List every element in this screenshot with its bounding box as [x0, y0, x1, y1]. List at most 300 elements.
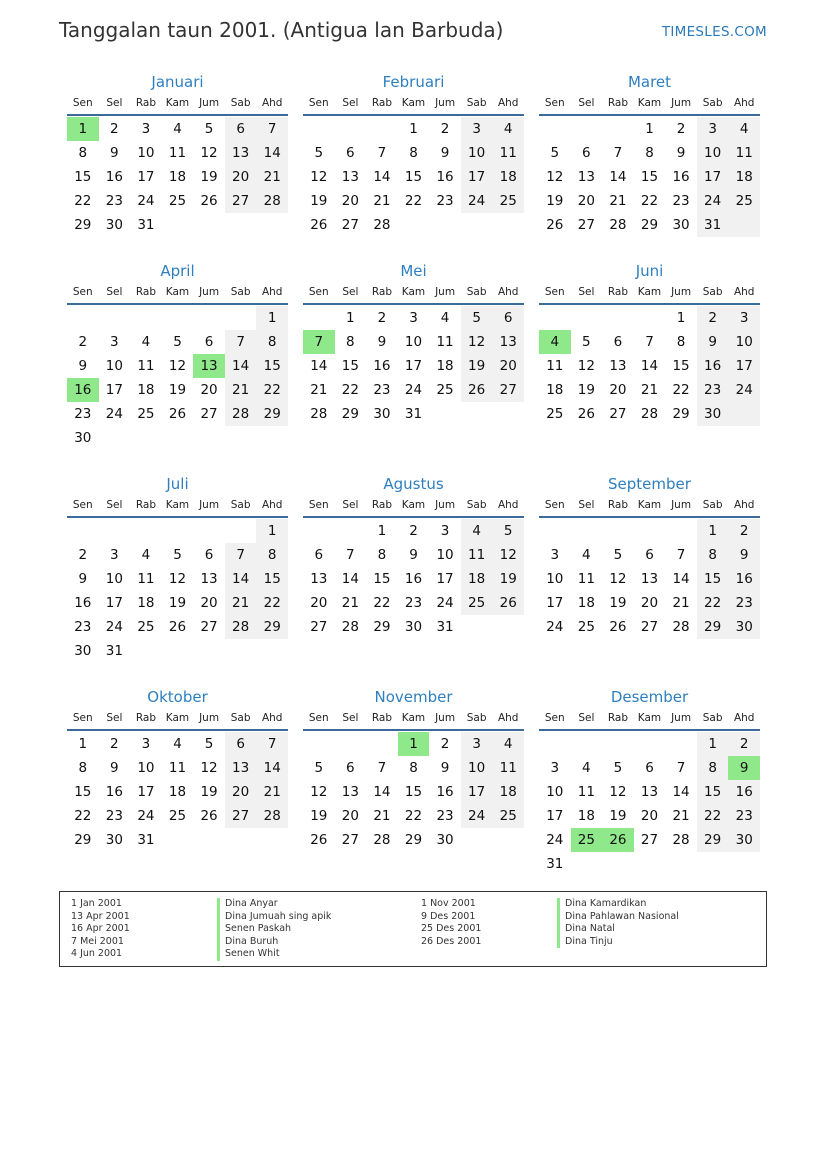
day-cell: 22 — [404, 808, 423, 824]
day-cell: 26 — [168, 406, 187, 422]
day-cell: 3 — [550, 547, 560, 563]
day-cell: 13 — [609, 358, 627, 374]
weekday-label: Sen — [72, 97, 93, 109]
day-cell: 4 — [472, 523, 481, 539]
day-cell: 21 — [263, 784, 281, 800]
day-cell: 11 — [436, 334, 454, 350]
day-cell: 13 — [310, 571, 328, 587]
day-cell: 29 — [704, 619, 722, 635]
day-cell: 2 — [440, 736, 450, 752]
day-cell: 9 — [676, 145, 686, 161]
day-cell: 12 — [609, 571, 627, 587]
day-cell: 31 — [105, 643, 123, 659]
day-cell: 9 — [110, 145, 119, 161]
day-cell: 15 — [640, 169, 659, 185]
day-cell: 24 — [704, 193, 722, 209]
weekday-label: Sab — [466, 499, 487, 511]
day-cell: 17 — [137, 169, 155, 185]
day-cell: 24 — [436, 595, 454, 611]
day-cell: 17 — [468, 784, 486, 800]
day-cell: 1 — [676, 310, 686, 326]
weekday-header — [67, 499, 288, 515]
weekday-label: Sel — [578, 97, 595, 109]
weekday-label: Kam — [637, 499, 662, 511]
day-cell: 30 — [436, 832, 454, 848]
day-cell: 13 — [640, 571, 659, 587]
legend-holiday-date: 1 Jan 2001 — [71, 898, 122, 909]
day-cell: 29 — [74, 832, 92, 848]
day-cell: 10 — [468, 145, 486, 161]
header-rule — [67, 516, 288, 518]
weekday-header — [303, 97, 524, 113]
day-cell: 12 — [168, 358, 187, 374]
day-cell: 23 — [74, 406, 92, 422]
day-cell: 12 — [310, 784, 328, 800]
legend-holiday-date: 9 Des 2001 — [421, 910, 476, 922]
weekday-label: Sel — [578, 499, 595, 511]
legend-holiday-date: 1 Nov 2001 — [421, 898, 476, 909]
legend-holiday-name: Dina Anyar — [217, 898, 331, 911]
day-cell: 19 — [168, 382, 187, 398]
day-cell: 27 — [341, 217, 359, 233]
weekday-label: Sab — [466, 97, 487, 109]
day-cell: 15 — [263, 358, 281, 374]
month-name: Februari — [382, 73, 445, 91]
day-cell: 11 — [137, 571, 155, 587]
day-cell: 13 — [499, 334, 517, 350]
day-cell: 28 — [672, 832, 690, 848]
day-cell: 22 — [640, 193, 659, 209]
day-cell: 20 — [341, 193, 359, 209]
weekday-label: Kam — [401, 286, 426, 298]
day-cell: 17 — [137, 784, 155, 800]
weekday-label: Sab — [230, 97, 251, 109]
weekday-label: Sab — [466, 286, 487, 298]
day-cell: 31 — [546, 856, 564, 872]
legend-holiday-name: Dina Pahlawan Nasional — [557, 911, 679, 924]
day-cell: 8 — [377, 547, 387, 563]
weekend-shading-gap — [225, 519, 257, 543]
day-cell: 17 — [436, 571, 454, 587]
weekday-label: Kam — [401, 712, 426, 724]
weekday-label: Rab — [607, 499, 628, 511]
weekday-label: Kam — [637, 286, 662, 298]
holiday-day-cell: 26 — [602, 828, 634, 852]
day-cell: 4 — [173, 736, 182, 752]
day-cell: 21 — [672, 595, 690, 611]
page-title: Tanggalan taun 2001. (Antigua lan Barbuda) — [59, 18, 504, 42]
day-cell: 6 — [645, 760, 654, 776]
day-cell: 19 — [200, 169, 218, 185]
day-cell: 28 — [263, 808, 281, 824]
month-name: Juli — [166, 475, 189, 493]
weekday-header — [303, 712, 524, 728]
weekday-header — [303, 499, 524, 515]
day-cell: 26 — [310, 832, 328, 848]
day-cell: 19 — [609, 595, 627, 611]
legend-holiday-name: Senen Paskah — [217, 923, 331, 936]
weekday-label: Ahd — [261, 712, 283, 724]
weekday-label: Sen — [544, 286, 565, 298]
day-cell: 4 — [582, 547, 591, 563]
weekday-label: Kam — [401, 499, 426, 511]
day-cell: 18 — [499, 784, 517, 800]
day-cell: 23 — [704, 382, 722, 398]
day-cell: 11 — [137, 358, 155, 374]
day-cell: 3 — [708, 121, 717, 137]
day-cell: 3 — [110, 547, 119, 563]
day-cell: 20 — [577, 193, 595, 209]
day-cell: 10 — [546, 571, 564, 587]
day-cell: 17 — [404, 358, 423, 374]
weekday-header — [67, 97, 288, 113]
day-cell: 16 — [373, 358, 391, 374]
weekday-label: Sab — [230, 499, 251, 511]
day-cell: 14 — [263, 760, 281, 776]
legend-holiday-name: Dina Kamardikan — [557, 898, 679, 911]
day-cell: 10 — [546, 784, 564, 800]
day-cell: 9 — [440, 145, 450, 161]
day-cell: 3 — [739, 310, 749, 326]
day-cell: 24 — [137, 808, 155, 824]
header-rule — [539, 729, 760, 731]
weekday-label: Sen — [308, 97, 329, 109]
day-cell: 3 — [440, 523, 450, 539]
day-cell: 23 — [735, 808, 753, 824]
day-cell: 29 — [404, 832, 423, 848]
month-name: Juni — [635, 262, 664, 280]
day-cell: 7 — [346, 547, 355, 563]
day-cell: 24 — [105, 619, 123, 635]
weekday-label: Ahd — [261, 499, 283, 511]
day-cell: 11 — [168, 145, 187, 161]
weekday-label: Sen — [72, 286, 93, 298]
day-cell: 12 — [200, 760, 218, 776]
day-cell: 13 — [640, 784, 659, 800]
day-cell: 5 — [314, 760, 324, 776]
day-cell: 15 — [404, 784, 423, 800]
day-cell: 14 — [263, 145, 281, 161]
day-cell: 12 — [577, 358, 595, 374]
weekday-label: Jum — [671, 97, 692, 109]
day-cell: 3 — [409, 310, 418, 326]
day-cell: 9 — [110, 760, 119, 776]
day-cell: 14 — [672, 784, 690, 800]
day-cell: 2 — [708, 310, 717, 326]
day-cell: 26 — [468, 382, 486, 398]
month-name: April — [160, 262, 195, 280]
day-cell: 8 — [645, 145, 654, 161]
day-cell: 29 — [263, 406, 281, 422]
day-cell: 10 — [137, 145, 155, 161]
legend-holiday-name: Dina Buruh — [217, 936, 331, 949]
day-cell: 21 — [373, 193, 391, 209]
day-cell: 2 — [440, 121, 450, 137]
weekday-label: Jum — [435, 499, 456, 511]
day-cell: 16 — [704, 358, 722, 374]
day-cell: 10 — [105, 571, 123, 587]
legend-holiday-name: Dina Jumuah sing apik — [217, 911, 331, 924]
weekday-label: Sen — [544, 97, 565, 109]
day-cell: 31 — [436, 619, 454, 635]
day-cell: 19 — [310, 193, 328, 209]
header-rule — [67, 114, 288, 116]
day-cell: 11 — [499, 760, 517, 776]
day-cell: 13 — [200, 571, 218, 587]
day-cell: 14 — [640, 358, 659, 374]
day-cell: 17 — [546, 595, 564, 611]
weekday-label: Kam — [165, 97, 190, 109]
day-cell: 24 — [105, 406, 123, 422]
day-cell: 29 — [263, 619, 281, 635]
holiday-day-cell: 7 — [303, 330, 335, 354]
day-cell: 27 — [200, 619, 218, 635]
day-cell: 12 — [468, 334, 486, 350]
day-cell: 11 — [577, 784, 595, 800]
weekday-label: Sel — [342, 286, 359, 298]
weekday-header — [539, 97, 760, 113]
weekday-label: Kam — [165, 712, 190, 724]
day-cell: 4 — [739, 121, 749, 137]
weekday-label: Sel — [342, 97, 359, 109]
day-cell: 20 — [200, 595, 218, 611]
day-cell: 1 — [267, 310, 277, 326]
weekday-label: Rab — [607, 97, 628, 109]
weekday-label: Sab — [702, 499, 723, 511]
weekday-header — [539, 712, 760, 728]
day-cell: 1 — [267, 523, 277, 539]
day-cell: 24 — [468, 808, 486, 824]
day-cell: 13 — [577, 169, 595, 185]
header-rule — [539, 114, 760, 116]
holiday-day-cell: 13 — [193, 354, 225, 378]
weekday-label: Sen — [72, 499, 93, 511]
weekday-label: Rab — [371, 97, 392, 109]
day-cell: 20 — [640, 595, 659, 611]
day-cell: 1 — [708, 523, 717, 539]
weekday-label: Ahd — [497, 97, 519, 109]
day-cell: 21 — [640, 382, 659, 398]
weekday-label: Rab — [135, 97, 156, 109]
holiday-day-cell: 16 — [67, 378, 99, 402]
day-cell: 24 — [546, 619, 564, 635]
day-cell: 25 — [499, 193, 517, 209]
day-cell: 4 — [173, 121, 182, 137]
day-cell: 31 — [704, 217, 722, 233]
weekday-label: Jum — [199, 97, 220, 109]
day-cell: 30 — [704, 406, 722, 422]
day-cell: 7 — [377, 760, 387, 776]
day-cell: 27 — [640, 832, 659, 848]
day-cell: 9 — [78, 358, 88, 374]
weekday-label: Ahd — [733, 712, 755, 724]
day-cell: 9 — [78, 571, 88, 587]
day-cell: 26 — [200, 808, 218, 824]
day-cell: 28 — [341, 619, 359, 635]
day-cell: 12 — [310, 169, 328, 185]
day-cell: 30 — [74, 643, 92, 659]
day-cell: 22 — [74, 193, 92, 209]
day-cell: 5 — [173, 334, 182, 350]
day-cell: 4 — [440, 310, 450, 326]
weekday-label: Jum — [671, 712, 692, 724]
day-cell: 20 — [310, 595, 328, 611]
day-cell: 24 — [468, 193, 486, 209]
day-cell: 30 — [74, 430, 92, 446]
weekday-label: Jum — [671, 286, 692, 298]
day-cell: 3 — [472, 121, 481, 137]
day-cell: 22 — [263, 595, 281, 611]
day-cell: 5 — [472, 310, 481, 326]
day-cell: 1 — [78, 736, 88, 752]
day-cell: 24 — [137, 193, 155, 209]
legend-names-col-1 — [217, 898, 331, 961]
day-cell: 1 — [645, 121, 654, 137]
day-cell: 26 — [546, 217, 564, 233]
day-cell: 28 — [609, 217, 627, 233]
day-cell: 31 — [137, 217, 155, 233]
weekday-label: Sel — [106, 97, 123, 109]
weekday-label: Sen — [308, 712, 329, 724]
day-cell: 25 — [468, 595, 486, 611]
weekday-label: Ahd — [497, 286, 519, 298]
day-cell: 28 — [672, 619, 690, 635]
day-cell: 7 — [377, 145, 387, 161]
day-cell: 11 — [546, 358, 564, 374]
day-cell: 16 — [74, 595, 92, 611]
month-name: Januari — [151, 73, 204, 91]
day-cell: 26 — [168, 619, 187, 635]
day-cell: 21 — [373, 808, 391, 824]
day-cell: 15 — [704, 784, 722, 800]
weekday-label: Ahd — [497, 499, 519, 511]
day-cell: 25 — [546, 406, 564, 422]
day-cell: 18 — [137, 595, 155, 611]
weekday-label: Sab — [230, 712, 251, 724]
day-cell: 30 — [404, 619, 423, 635]
day-cell: 6 — [346, 145, 355, 161]
legend-holiday-name: Dina Natal — [557, 923, 679, 936]
day-cell: 27 — [232, 193, 250, 209]
day-cell: 15 — [404, 169, 423, 185]
day-cell: 5 — [173, 547, 182, 563]
weekday-label: Jum — [199, 499, 220, 511]
weekday-label: Sel — [106, 712, 123, 724]
header-rule — [303, 729, 524, 731]
day-cell: 17 — [105, 382, 123, 398]
day-cell: 20 — [232, 784, 250, 800]
day-cell: 1 — [346, 310, 355, 326]
weekday-header — [539, 499, 760, 515]
day-cell: 30 — [735, 832, 753, 848]
day-cell: 18 — [468, 571, 486, 587]
day-cell: 23 — [672, 193, 690, 209]
header-rule — [303, 303, 524, 305]
day-cell: 27 — [577, 217, 595, 233]
day-cell: 27 — [640, 619, 659, 635]
day-cell: 5 — [314, 145, 324, 161]
day-cell: 28 — [373, 832, 391, 848]
day-cell: 22 — [672, 382, 690, 398]
day-cell: 16 — [735, 784, 753, 800]
weekday-label: Sab — [702, 712, 723, 724]
day-cell: 31 — [137, 832, 155, 848]
legend-holiday-date: 13 Apr 2001 — [71, 910, 130, 922]
day-cell: 4 — [582, 760, 591, 776]
day-cell: 19 — [468, 358, 486, 374]
day-cell: 17 — [735, 358, 753, 374]
weekday-label: Sab — [702, 286, 723, 298]
day-cell: 1 — [377, 523, 387, 539]
day-cell: 26 — [499, 595, 517, 611]
day-cell: 30 — [105, 217, 123, 233]
month-name: Mei — [400, 262, 427, 280]
day-cell: 3 — [141, 736, 151, 752]
day-cell: 12 — [200, 145, 218, 161]
day-cell: 22 — [341, 382, 359, 398]
day-cell: 6 — [645, 547, 654, 563]
day-cell: 21 — [609, 193, 627, 209]
day-cell: 30 — [105, 832, 123, 848]
day-cell: 7 — [676, 760, 686, 776]
day-cell: 10 — [105, 358, 123, 374]
day-cell: 14 — [232, 358, 250, 374]
weekday-label: Ahd — [261, 97, 283, 109]
brand-logo-text[interactable]: TIMESLES.COM — [661, 24, 767, 40]
day-cell: 2 — [377, 310, 387, 326]
day-cell: 4 — [141, 547, 151, 563]
day-cell: 21 — [310, 382, 328, 398]
day-cell: 16 — [105, 784, 123, 800]
weekday-header — [67, 712, 288, 728]
day-cell: 22 — [373, 595, 391, 611]
weekday-label: Kam — [165, 286, 190, 298]
weekday-label: Jum — [435, 712, 456, 724]
month-name: Oktober — [147, 688, 208, 706]
day-cell: 10 — [404, 334, 423, 350]
day-cell: 9 — [377, 334, 387, 350]
day-cell: 21 — [232, 382, 250, 398]
weekday-label: Rab — [135, 286, 156, 298]
day-cell: 10 — [735, 334, 753, 350]
header-rule — [67, 729, 288, 731]
day-cell: 2 — [409, 523, 418, 539]
day-cell: 8 — [346, 334, 355, 350]
day-cell: 9 — [708, 334, 717, 350]
weekday-header — [67, 286, 288, 302]
day-cell: 25 — [168, 808, 187, 824]
day-cell: 20 — [609, 382, 627, 398]
day-cell: 9 — [739, 547, 749, 563]
month-name: Maret — [627, 73, 672, 91]
day-cell: 8 — [676, 334, 686, 350]
day-cell: 4 — [141, 334, 151, 350]
day-cell: 20 — [232, 169, 250, 185]
day-cell: 16 — [436, 169, 454, 185]
day-cell: 2 — [676, 121, 686, 137]
day-cell: 14 — [672, 571, 690, 587]
day-cell: 8 — [78, 760, 88, 776]
weekday-header — [303, 286, 524, 302]
day-cell: 11 — [468, 547, 486, 563]
day-cell: 26 — [310, 217, 328, 233]
day-cell: 23 — [373, 382, 391, 398]
weekday-label: Rab — [371, 712, 392, 724]
legend-holiday-date: 16 Apr 2001 — [71, 923, 130, 935]
day-cell: 5 — [204, 121, 214, 137]
day-cell: 28 — [373, 217, 391, 233]
header-rule — [303, 114, 524, 116]
